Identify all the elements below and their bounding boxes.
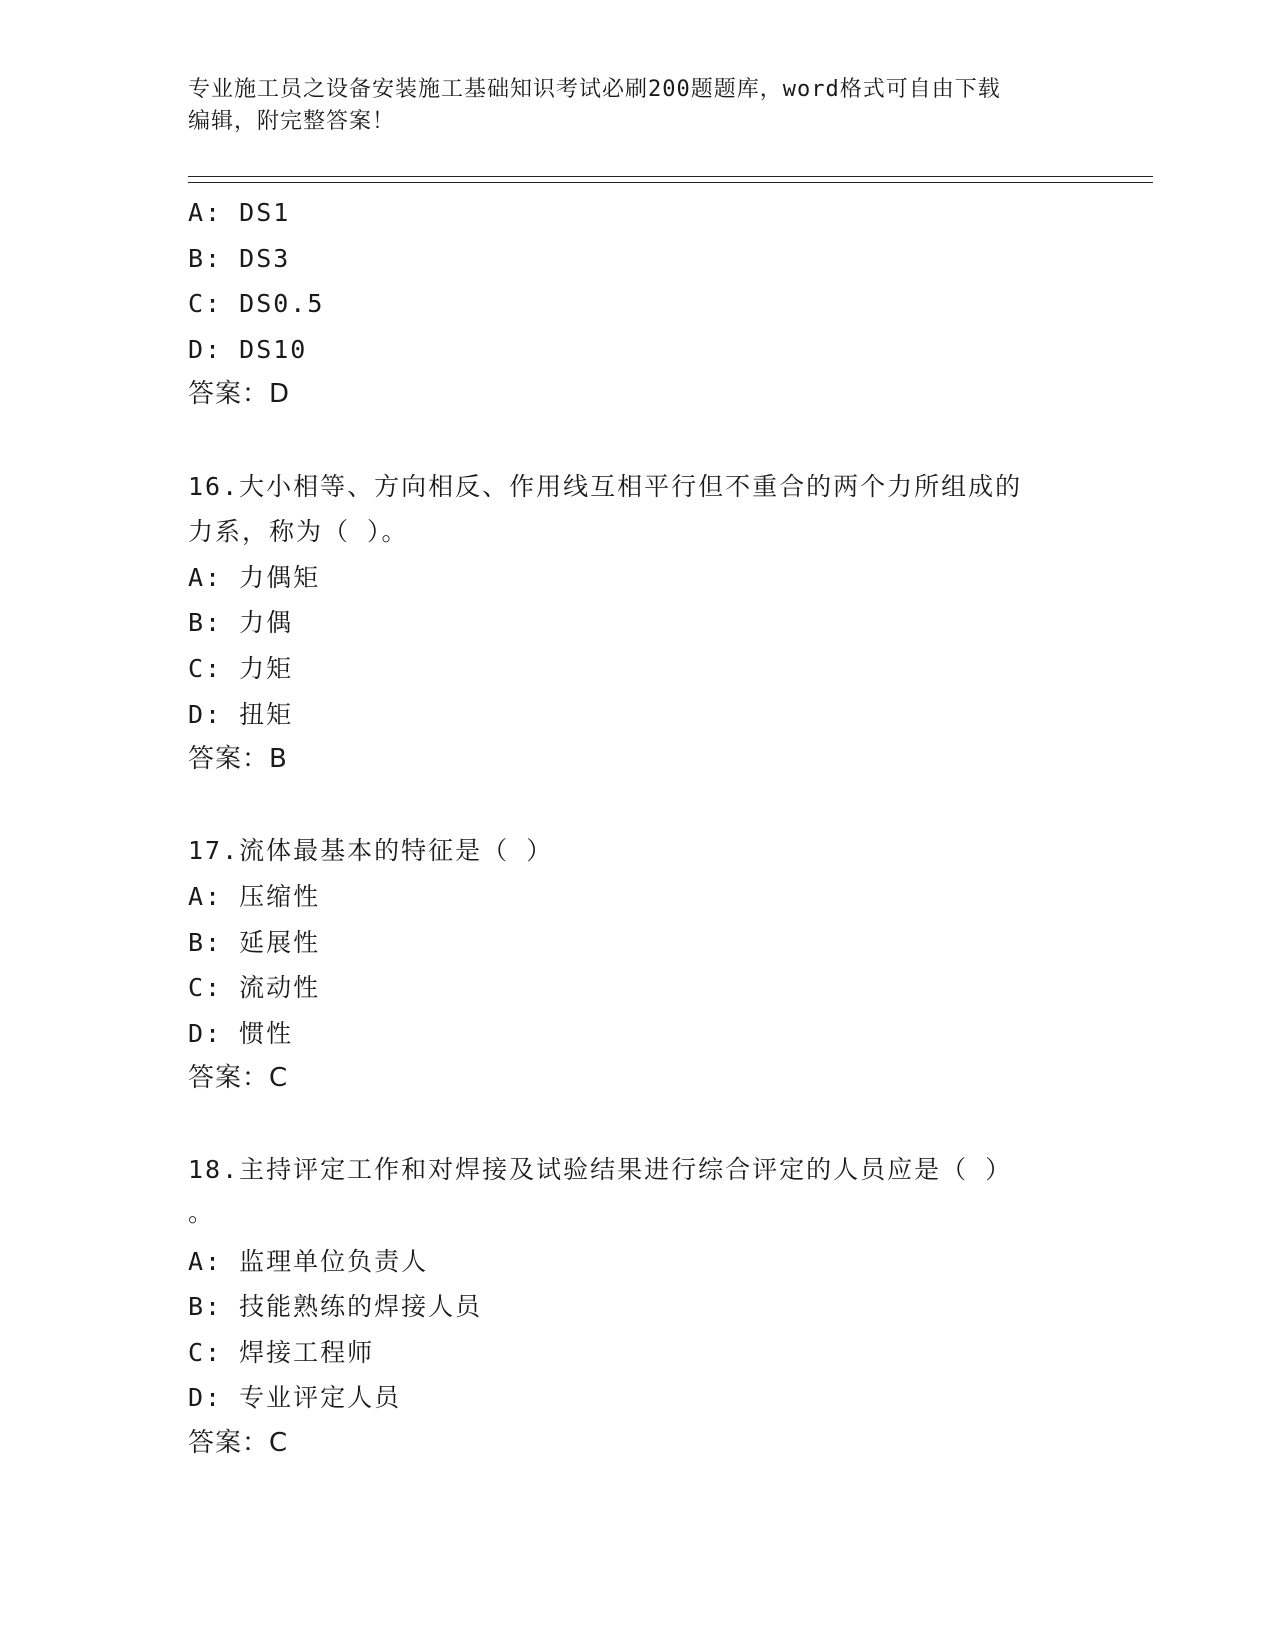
- option-a: A: 压缩性: [188, 881, 321, 911]
- header-rule-bottom: [188, 182, 1153, 183]
- spacer: [188, 418, 1088, 464]
- question-stem-line-1: 18.主持评定工作和对焊接及试验结果进行综合评定的人员应是（ ）: [188, 1155, 1013, 1185]
- option-a: A: DS1: [188, 198, 291, 227]
- option-d: D: 专业评定人员: [188, 1383, 402, 1413]
- option-b: B: DS3: [188, 243, 291, 273]
- spacer: [188, 1102, 1088, 1148]
- header-title-line-2: 编辑，附完整答案！: [188, 109, 396, 134]
- document-header: [188, 74, 1088, 138]
- question-block-18: [188, 1147, 1088, 1466]
- question-stem-line-1: 17.流体最基本的特征是（ ）: [188, 836, 554, 866]
- question-block-15: [188, 190, 1088, 418]
- answer-line: 答案：C: [188, 1428, 289, 1459]
- option-a: A: 力偶矩: [188, 562, 321, 592]
- option-c: C: DS0.5: [188, 289, 325, 319]
- option-b: B: 延展性: [188, 927, 321, 957]
- option-c: C: 流动性: [188, 973, 321, 1003]
- answer-line: 答案：D: [188, 379, 291, 410]
- option-b: B: 力偶: [188, 608, 294, 638]
- option-d: D: 扭矩: [188, 699, 294, 729]
- answer-line: 答案：C: [188, 1063, 289, 1094]
- question-stem-line-1: 16.大小相等、方向相反、作用线互相平行但不重合的两个力所组成的: [188, 471, 1023, 501]
- header-rule-top: [188, 176, 1153, 177]
- option-c: C: 焊接工程师: [188, 1337, 375, 1367]
- header-title-line-1: 专业施工员之设备安装施工基础知识考试必刷200题题库，word格式可自由下载: [188, 77, 1001, 102]
- question-block-17: [188, 828, 1088, 1102]
- question-block-16: [188, 464, 1088, 783]
- answer-line: 答案：B: [188, 744, 288, 775]
- option-a: A: 监理单位负责人: [188, 1246, 429, 1276]
- option-b: B: 技能熟练的焊接人员: [188, 1292, 483, 1322]
- question-stem-line-2: 。: [188, 1198, 216, 1228]
- question-list: [188, 190, 1088, 1467]
- option-d: D: DS10: [188, 334, 308, 364]
- option-c: C: 力矩: [188, 653, 294, 683]
- option-d: D: 惯性: [188, 1018, 294, 1048]
- question-stem-line-2: 力系，称为（ ）。: [188, 517, 409, 547]
- spacer: [188, 783, 1088, 829]
